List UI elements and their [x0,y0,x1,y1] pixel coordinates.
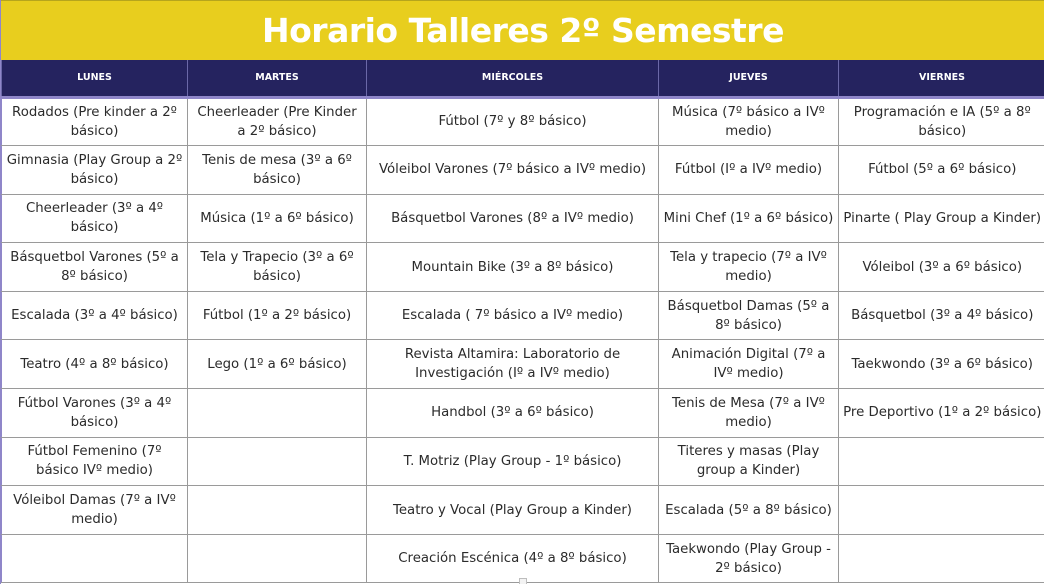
cell-miercoles: Fútbol (7º y 8º básico) [367,97,659,146]
table-row [2,243,1044,292]
header-miercoles: MIÉRCOLES [367,60,659,97]
cell-miercoles: Mountain Bike (3º a 8º básico) [367,243,659,292]
cell-jueves: Escalada (5º a 8º básico) [659,486,839,535]
cell-jueves: Taekwondo (Play Group - 2º básico) [659,534,839,583]
cell-lunes: Teatro (4º a 8º básico) [2,340,188,389]
table-row [2,389,1044,438]
cell-jueves: Animación Digital (7º a IVº medio) [659,340,839,389]
title-banner [1,0,1044,60]
cell-martes: Tenis de mesa (3º a 6º básico) [188,146,367,195]
cell-miercoles: Escalada ( 7º básico a IVº medio) [367,291,659,340]
cell-martes: Cheerleader (Pre Kinder a 2º básico) [188,97,367,146]
header-martes: MARTES [188,60,367,97]
cell-lunes: Rodados (Pre kinder a 2º básico) [2,97,188,146]
cell-lunes: Cheerleader (3º a 4º básico) [2,194,188,243]
cell-martes [188,437,367,486]
cell-martes: Música (1º a 6º básico) [188,194,367,243]
table-row [2,146,1044,195]
cell-jueves: Tela y trapecio (7º a IVº medio) [659,243,839,292]
cell-lunes: Fútbol Femenino (7º básico IVº medio) [2,437,188,486]
cell-viernes [839,534,1044,583]
table-row [2,194,1044,243]
table-row [2,97,1044,146]
cell-martes: Tela y Trapecio (3º a 6º básico) [188,243,367,292]
cell-lunes: Escalada (3º a 4º básico) [2,291,188,340]
cell-martes: Lego (1º a 6º básico) [188,340,367,389]
cell-jueves: Fútbol (Iº a IVº medio) [659,146,839,195]
cell-lunes: Vóleibol Damas (7º a IVº medio) [2,486,188,535]
table-row [2,534,1044,583]
cell-jueves: Básquetbol Damas (5º a 8º básico) [659,291,839,340]
header-viernes: VIERNES [839,60,1044,97]
cell-viernes: Taekwondo (3º a 6º básico) [839,340,1044,389]
cell-martes [188,534,367,583]
header-jueves: JUEVES [659,60,839,97]
cell-miercoles: Teatro y Vocal (Play Group a Kinder) [367,486,659,535]
header-row [2,60,1044,97]
header-lunes: LUNES [2,60,188,97]
cell-martes: Fútbol (1º a 2º básico) [188,291,367,340]
table-row [2,437,1044,486]
cell-jueves: Titeres y masas (Play group a Kinder) [659,437,839,486]
page-title: Horario Talleres 2º Semestre [262,11,784,50]
cell-miercoles: Handbol (3º a 6º básico) [367,389,659,438]
cell-lunes: Básquetbol Varones (5º a 8º básico) [2,243,188,292]
resize-handle[interactable] [519,578,527,584]
schedule-table [1,60,1044,583]
cell-viernes: Fútbol (5º a 6º básico) [839,146,1044,195]
cell-viernes: Programación e IA (5º a 8º básico) [839,97,1044,146]
cell-lunes [2,534,188,583]
cell-jueves: Mini Chef (1º a 6º básico) [659,194,839,243]
cell-miercoles: Revista Altamira: Laboratorio de Investigación (Iº a IVº medio) [367,340,659,389]
cell-miercoles: Creación Escénica (4º a 8º básico) [367,534,659,583]
cell-miercoles: Vóleibol Varones (7º básico a IVº medio) [367,146,659,195]
cell-viernes [839,437,1044,486]
cell-lunes: Gimnasia (Play Group a 2º básico) [2,146,188,195]
cell-viernes: Pinarte ( Play Group a Kinder) [839,194,1044,243]
cell-miercoles: T. Motriz (Play Group - 1º básico) [367,437,659,486]
cell-martes [188,389,367,438]
cell-viernes [839,486,1044,535]
cell-jueves: Música (7º básico a IVº medio) [659,97,839,146]
cell-viernes: Vóleibol (3º a 6º básico) [839,243,1044,292]
cell-viernes: Básquetbol (3º a 4º básico) [839,291,1044,340]
cell-viernes: Pre Deportivo (1º a 2º básico) [839,389,1044,438]
cell-miercoles: Básquetbol Varones (8º a IVº medio) [367,194,659,243]
table-row [2,340,1044,389]
cell-jueves: Tenis de Mesa (7º a IVº medio) [659,389,839,438]
cell-martes [188,486,367,535]
table-row [2,486,1044,535]
table-row [2,291,1044,340]
cell-lunes: Fútbol Varones (3º a 4º básico) [2,389,188,438]
